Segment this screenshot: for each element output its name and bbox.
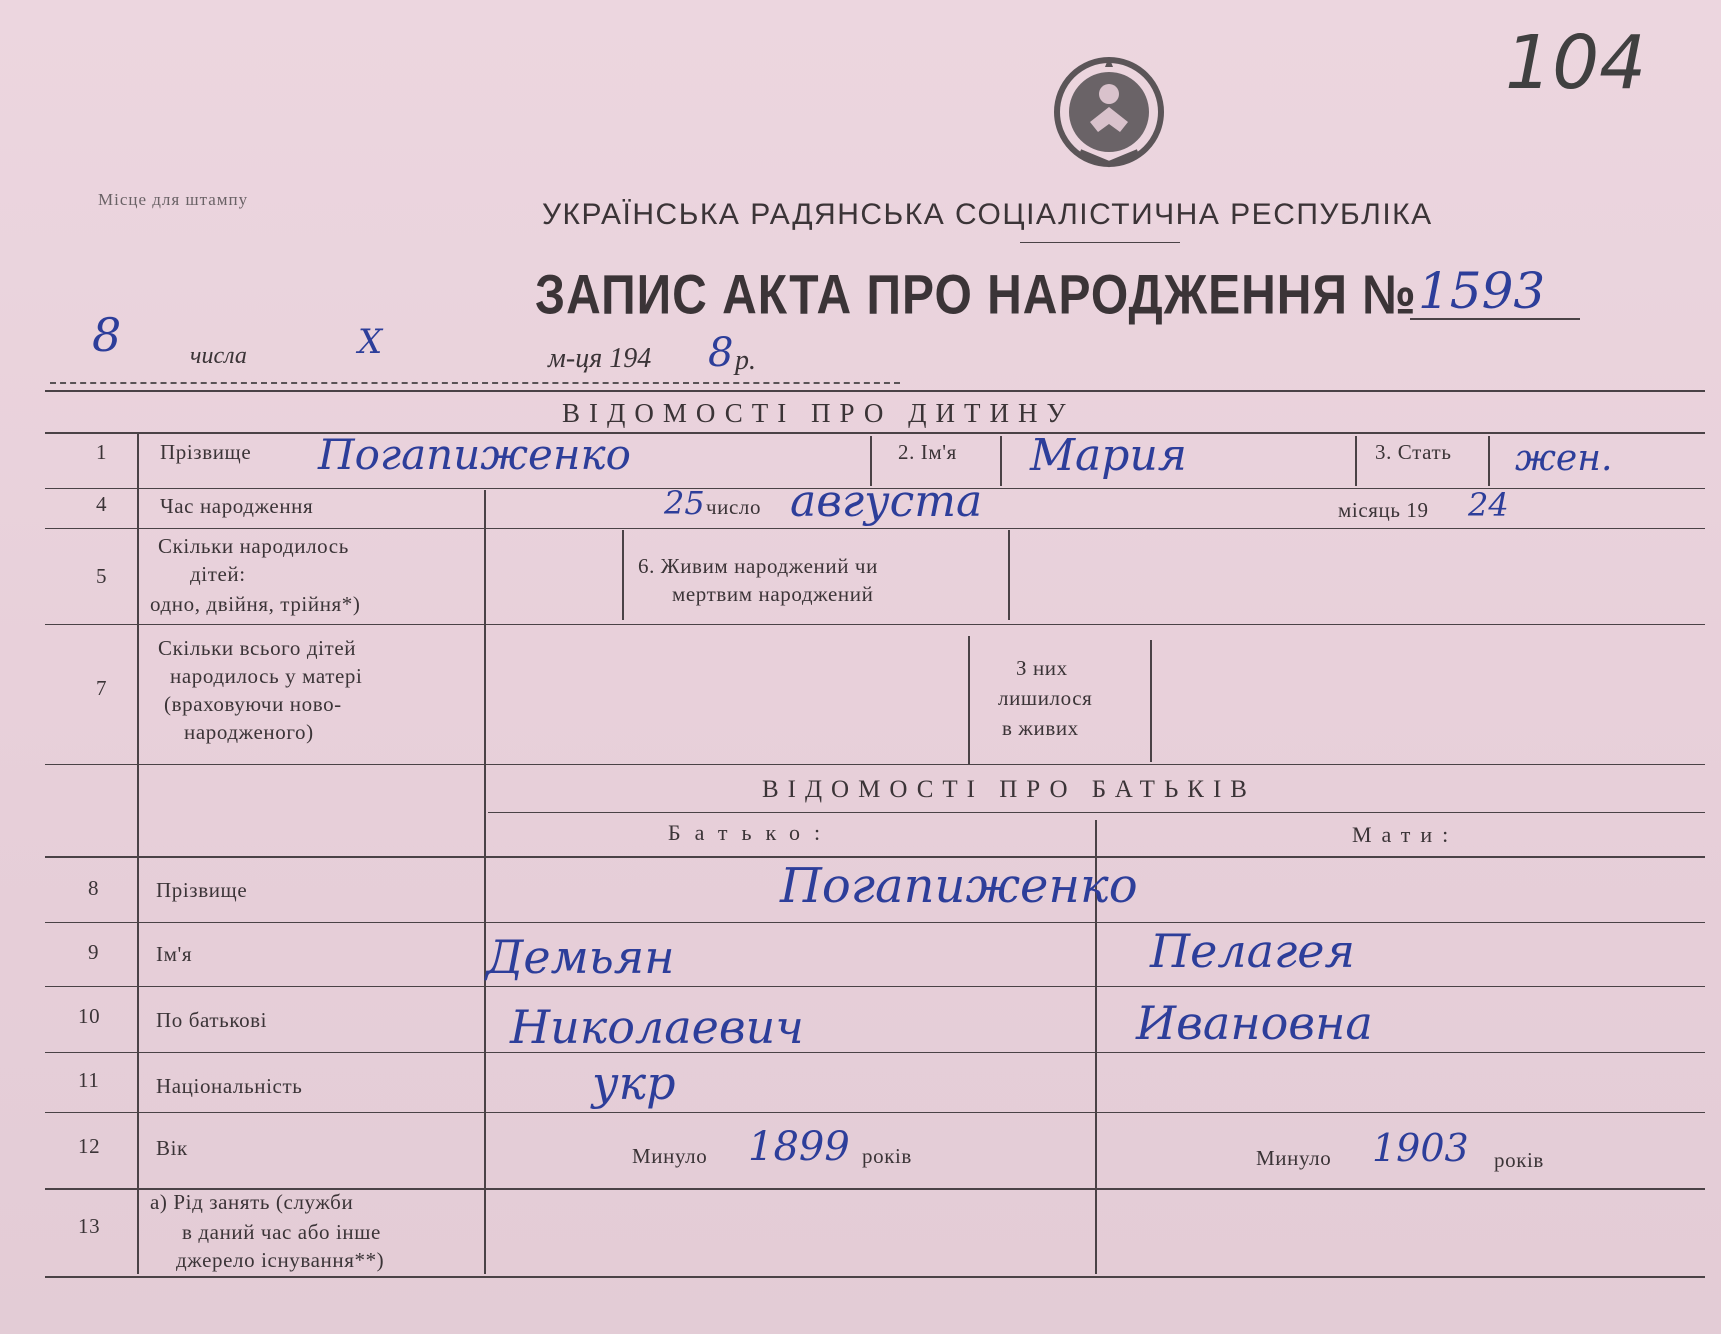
- grid-r11-bottom: [45, 1112, 1705, 1113]
- child-header-line: [45, 432, 1705, 434]
- grid-r10-bottom: [45, 1052, 1705, 1053]
- children-count-label-1: Скільки народилось: [158, 534, 349, 558]
- total-children-label-2: народилось у матері: [170, 664, 363, 688]
- child-name-label: 2. Ім'я: [898, 440, 957, 464]
- age-label: Вік: [156, 1136, 188, 1160]
- father-age-prefix: Минуло: [632, 1144, 708, 1168]
- grid-num-col: [137, 432, 139, 1274]
- record-number: 1593: [1418, 262, 1546, 320]
- document-title: ЗАПИС АКТА ПРО НАРОДЖЕННЯ №: [535, 265, 1417, 326]
- parents-surname: Погапиженко: [780, 858, 1138, 914]
- mother-name: Пелагея: [1150, 924, 1355, 978]
- alive-label-2: мертвим народжений: [672, 582, 874, 606]
- nationality: укр: [592, 1056, 676, 1110]
- child-surname-label: Прізвище: [160, 440, 252, 464]
- child-section-title: ВІДОМОСТІ ПРО ДИТИНУ: [562, 398, 1075, 428]
- birth-month: августа: [790, 476, 983, 527]
- father-name: Демьян: [486, 930, 675, 984]
- father-age-suffix: років: [862, 1144, 912, 1168]
- grid-r7-bottom: [45, 764, 1705, 765]
- mother-age-prefix: Минуло: [1256, 1146, 1332, 1170]
- occupation-label-2: в даний час або інше: [182, 1220, 381, 1244]
- mother-patronymic: Ивановна: [1136, 996, 1373, 1050]
- child-sex-label: 3. Стать: [1375, 440, 1452, 464]
- survived-label-3: в живих: [1002, 716, 1079, 740]
- month-word: місяць 19: [1338, 498, 1429, 522]
- mother-age-suffix: років: [1494, 1148, 1544, 1172]
- father-age: 1899: [748, 1124, 850, 1170]
- date-month-label: м-ця 194: [548, 343, 652, 374]
- patronymic-label: По батькові: [156, 1008, 268, 1032]
- grid-r4-bottom: [45, 528, 1705, 529]
- mother-heading: Мати:: [1352, 822, 1459, 847]
- name-label: Ім'я: [156, 942, 193, 966]
- child-surname: Погапиженко: [318, 430, 631, 479]
- date-month: X: [358, 322, 383, 362]
- row-number: 10: [78, 1004, 101, 1028]
- state-emblem-icon: [1050, 52, 1168, 172]
- date-day: 8: [92, 308, 122, 362]
- row-number: 9: [88, 940, 100, 964]
- header-divider: [1020, 242, 1180, 243]
- republic-header: УКРАЇНСЬКА РАДЯНСЬКА СОЦІАЛІСТИЧНА РЕСПУБЛІКА: [542, 198, 1433, 231]
- grid-r1-b: [1000, 436, 1002, 486]
- survived-label-2: лишилося: [998, 686, 1093, 710]
- occupation-label-3: джерело існування**): [176, 1248, 385, 1272]
- grid-r8-bottom: [45, 922, 1705, 923]
- child-name: Мария: [1030, 430, 1187, 481]
- birth-year: 24: [1468, 486, 1509, 524]
- date-underline: [50, 382, 900, 384]
- children-count-label-3: одно, двійня, трійня*): [150, 592, 361, 616]
- row-number: 7: [96, 676, 108, 700]
- row-number: 1: [96, 440, 108, 464]
- grid-r7-b: [1150, 640, 1152, 762]
- birth-day: 25: [664, 484, 705, 522]
- page-number: 104: [1505, 20, 1647, 106]
- row-number: 11: [78, 1068, 100, 1092]
- row-number: 4: [96, 492, 108, 516]
- date-year-suffix: р.: [735, 345, 756, 376]
- alive-label-1: 6. Живим народжений чи: [638, 554, 878, 578]
- mother-age: 1903: [1372, 1126, 1469, 1170]
- father-patronymic: Николаевич: [510, 1000, 804, 1054]
- parents-surname-label: Прізвище: [156, 878, 248, 902]
- father-heading: Батько:: [668, 820, 835, 845]
- total-children-label-3: (враховуючи ново-: [164, 692, 342, 716]
- children-count-label-2: дітей:: [190, 562, 246, 586]
- stamp-place-label: Місце для штампу: [98, 190, 249, 209]
- grid-top: [45, 390, 1705, 392]
- survived-label-1: З них: [1016, 656, 1068, 680]
- grid-r9-bottom: [45, 986, 1705, 987]
- occupation-label-1: а) Рід занять (служби: [150, 1190, 354, 1214]
- row-number: 8: [88, 876, 100, 900]
- day-word: число: [706, 495, 762, 519]
- grid-r7-a: [968, 636, 970, 764]
- row-number: 13: [78, 1214, 101, 1238]
- date-year-digit: 8: [708, 330, 734, 376]
- grid-label-col: [484, 490, 486, 1274]
- row-number: 5: [96, 564, 108, 588]
- parents-header-line: [488, 812, 1705, 813]
- date-day-label: числа: [190, 343, 247, 369]
- grid-bottom: [45, 1276, 1705, 1278]
- birth-time-label: Час народження: [160, 494, 314, 518]
- total-children-label-1: Скільки всього дітей: [158, 636, 357, 660]
- grid-r5-a: [622, 530, 624, 620]
- grid-r1-c: [1355, 436, 1357, 486]
- grid-r5-bottom: [45, 624, 1705, 625]
- total-children-label-4: народженого): [184, 720, 314, 744]
- nationality-label: Національність: [156, 1074, 303, 1098]
- grid-r5-b: [1008, 530, 1010, 620]
- row-number: 12: [78, 1134, 101, 1158]
- record-number-underline: [1410, 318, 1580, 320]
- grid-r1-d: [1488, 436, 1490, 486]
- child-sex: жен.: [1515, 438, 1613, 479]
- parents-section-title: ВІДОМОСТІ ПРО БАТЬКІВ: [762, 776, 1256, 803]
